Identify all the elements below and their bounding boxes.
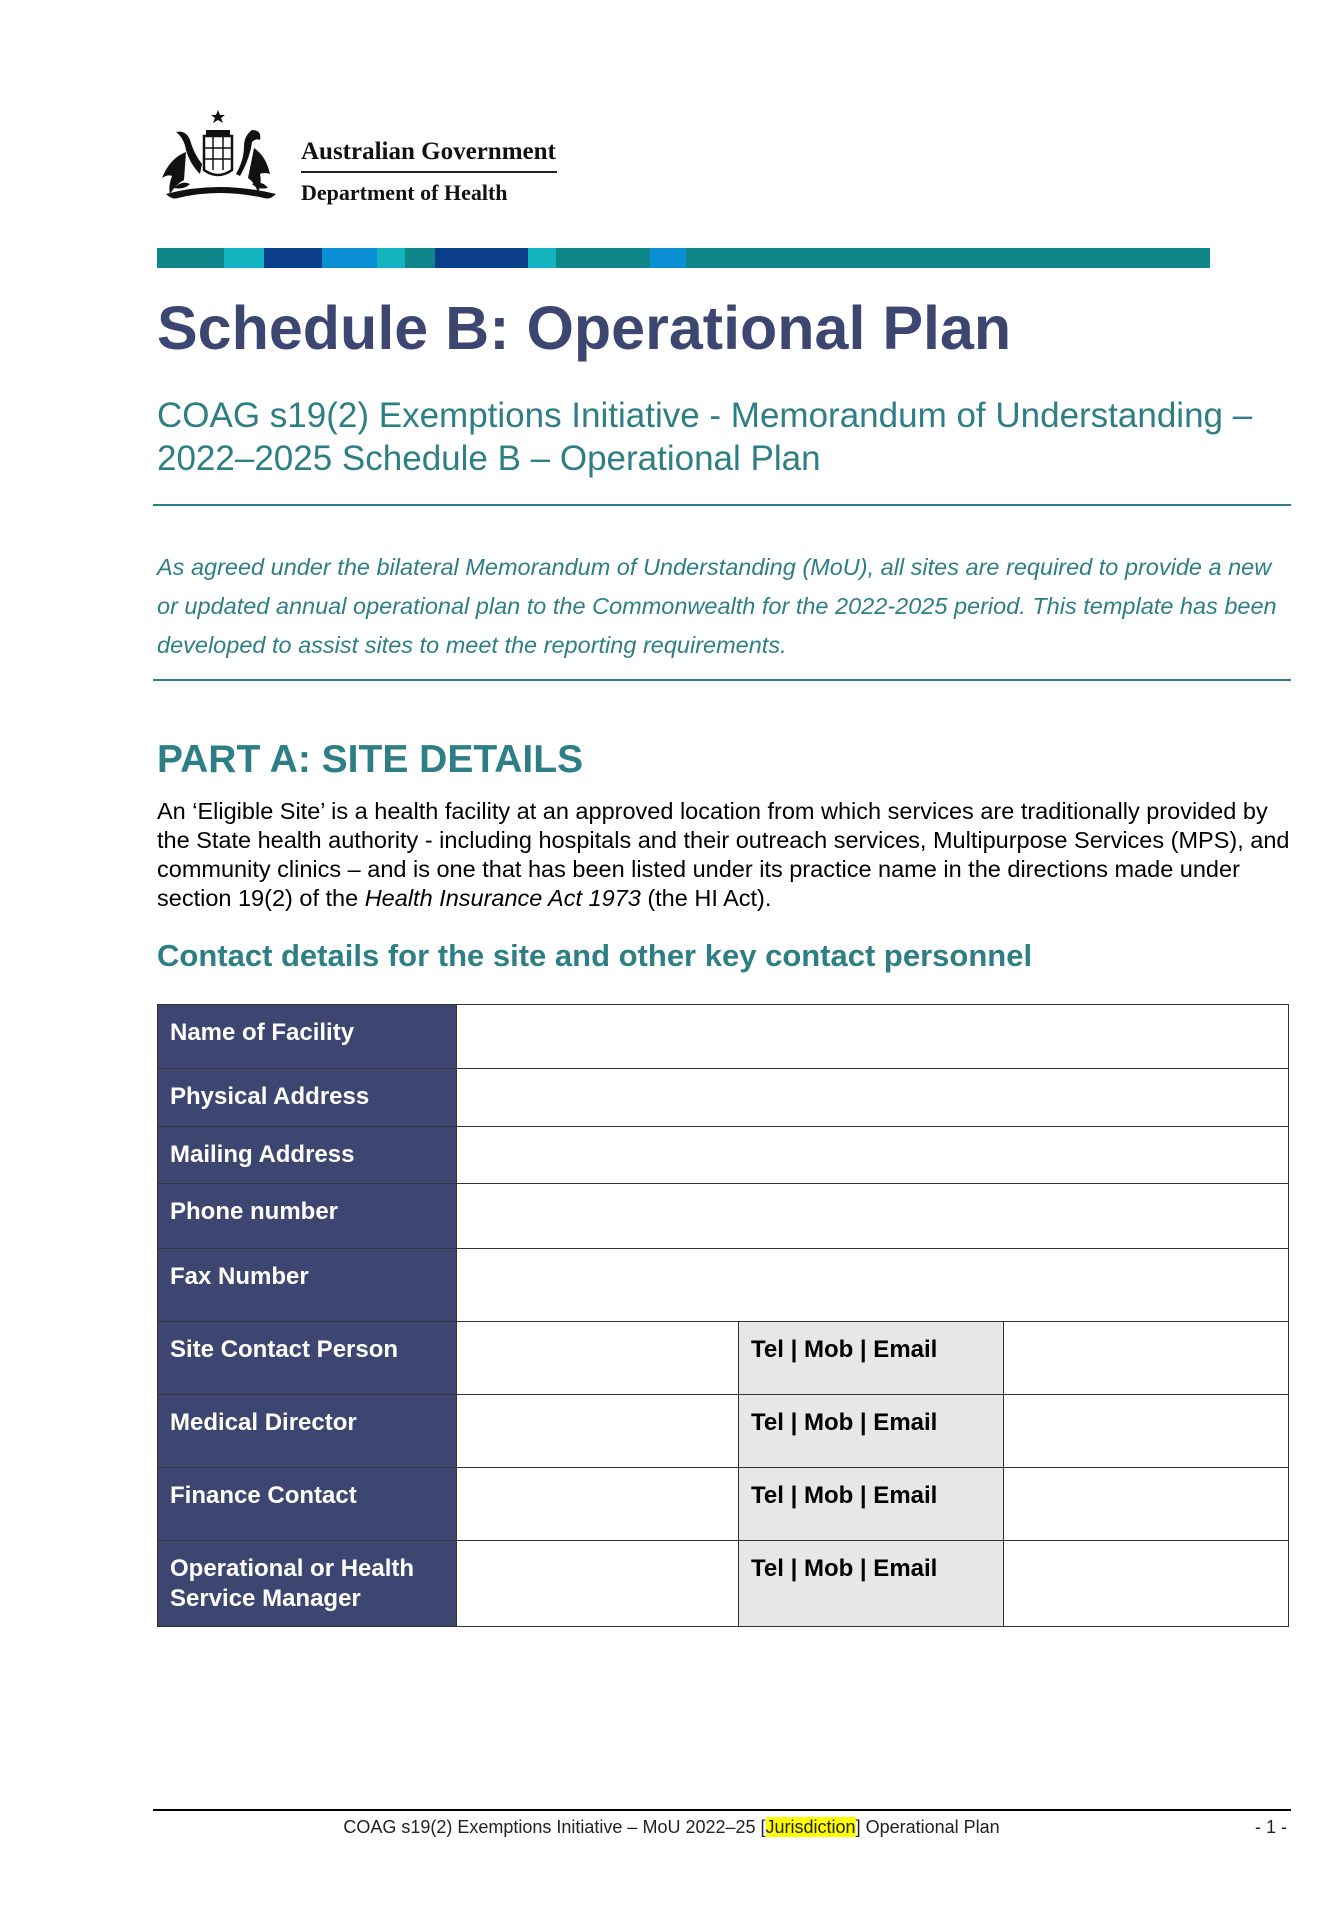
contact-method-label: Tel | Mob | Email bbox=[739, 1541, 1004, 1627]
footer-text-end: ] Operational Plan bbox=[855, 1817, 1000, 1837]
part-a-body-end: (the HI Act). bbox=[640, 885, 772, 911]
contact-details-table bbox=[157, 1004, 1289, 1627]
act-name: Health Insurance Act 1973 bbox=[364, 885, 641, 911]
table-row bbox=[158, 1069, 1289, 1127]
row-label: Phone number bbox=[158, 1184, 457, 1249]
row-label: Mailing Address bbox=[158, 1127, 457, 1184]
service-manager-details-field[interactable] bbox=[1004, 1541, 1289, 1627]
jurisdiction-placeholder: Jurisdiction bbox=[765, 1817, 856, 1837]
fax-number-field[interactable] bbox=[457, 1249, 1289, 1322]
finance-contact-name-field[interactable] bbox=[457, 1468, 739, 1541]
table-row bbox=[158, 1184, 1289, 1249]
row-label: Medical Director bbox=[158, 1395, 457, 1468]
color-bar-segment bbox=[435, 248, 528, 268]
physical-address-field[interactable] bbox=[457, 1069, 1289, 1127]
footer-text bbox=[0, 1817, 1343, 1838]
part-a-body bbox=[157, 797, 1292, 913]
department-name: Department of Health bbox=[301, 180, 508, 205]
row-label: Fax Number bbox=[158, 1249, 457, 1322]
table-row bbox=[158, 1395, 1289, 1468]
color-bar-segment bbox=[556, 248, 650, 268]
row-label: Operational or Health Service Manager bbox=[158, 1541, 457, 1627]
page-title: Schedule B: Operational Plan bbox=[157, 294, 1012, 362]
color-bar-segment bbox=[264, 248, 322, 268]
footer-text-start: COAG s19(2) Exemptions Initiative – MoU 2022–25 [ bbox=[343, 1817, 766, 1837]
color-bar-segment bbox=[377, 248, 405, 268]
org-name: Australian Government bbox=[301, 138, 556, 165]
color-bar-segment bbox=[650, 248, 686, 268]
contacts-heading: Contact details for the site and other key contact personnel bbox=[157, 938, 1033, 973]
government-logo bbox=[156, 108, 556, 208]
table-row bbox=[158, 1005, 1289, 1069]
part-a-body-text: An ‘Eligible Site’ is a health facility at an approved location from which services are traditionally provided by the State health authority - including hospitals and their outreach services, Multipurpose Services (MPS), and community clinics – and is one that has been listed under its practice name in the directions made under section 19(2) of the bbox=[157, 798, 1290, 911]
coat-of-arms-icon bbox=[156, 108, 286, 208]
row-label: Site Contact Person bbox=[158, 1322, 457, 1395]
footer-divider bbox=[153, 1809, 1291, 1811]
medical-director-name-field[interactable] bbox=[457, 1395, 739, 1468]
divider-top bbox=[153, 504, 1291, 506]
color-bar-segment bbox=[322, 248, 377, 268]
table-row bbox=[158, 1127, 1289, 1184]
header-color-bar bbox=[157, 248, 1210, 268]
color-bar-segment bbox=[686, 248, 1210, 268]
phone-number-field[interactable] bbox=[457, 1184, 1289, 1249]
contact-method-label: Tel | Mob | Email bbox=[739, 1322, 1004, 1395]
color-bar-segment bbox=[405, 248, 435, 268]
mailing-address-field[interactable] bbox=[457, 1127, 1289, 1184]
name-of-facility-field[interactable] bbox=[457, 1005, 1289, 1069]
page-subtitle: COAG s19(2) Exemptions Initiative - Memorandum of Understanding – 2022–2025 Schedule B – Operational Plan bbox=[157, 396, 1253, 478]
row-label: Finance Contact bbox=[158, 1468, 457, 1541]
color-bar-segment bbox=[528, 248, 556, 268]
contact-method-label: Tel | Mob | Email bbox=[739, 1468, 1004, 1541]
divider-bottom bbox=[153, 679, 1291, 681]
row-label: Physical Address bbox=[158, 1069, 457, 1127]
table-row bbox=[158, 1468, 1289, 1541]
color-bar-segment bbox=[157, 248, 224, 268]
table-row bbox=[158, 1249, 1289, 1322]
contact-method-label: Tel | Mob | Email bbox=[739, 1395, 1004, 1468]
site-contact-details-field[interactable] bbox=[1004, 1322, 1289, 1395]
site-contact-name-field[interactable] bbox=[457, 1322, 739, 1395]
color-bar-segment bbox=[224, 248, 264, 268]
medical-director-details-field[interactable] bbox=[1004, 1395, 1289, 1468]
row-label: Name of Facility bbox=[158, 1005, 457, 1069]
service-manager-name-field[interactable] bbox=[457, 1541, 739, 1627]
finance-contact-details-field[interactable] bbox=[1004, 1468, 1289, 1541]
intro-paragraph: As agreed under the bilateral Memorandum of Understanding (MoU), all sites are required to provide a new or updated annual operational plan to the Commonwealth for the 2022-2025 period. This template has been developed to assist sites to meet the reporting requirements. bbox=[157, 554, 1277, 658]
table-row bbox=[158, 1322, 1289, 1395]
page-number: - 1 - bbox=[1255, 1817, 1288, 1837]
table-row bbox=[158, 1541, 1289, 1627]
part-a-heading: PART A: SITE DETAILS bbox=[157, 738, 584, 781]
logo-divider bbox=[301, 171, 557, 173]
